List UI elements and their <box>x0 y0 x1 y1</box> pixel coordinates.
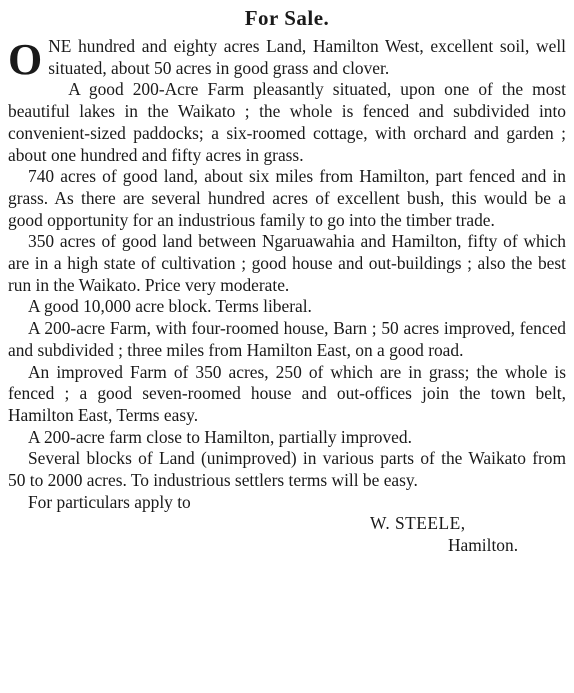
signature-place: Hamilton. <box>448 535 519 556</box>
listing-paragraph: A good 10,000 acre block. Terms liberal. <box>28 296 312 317</box>
drop-cap: O <box>8 35 43 84</box>
intro-text: NE hundred and eighty acres Land, Hamilton West, excellent soil, well situated, about 50 acres in good grass and clover. <box>48 36 566 78</box>
listing-paragraph: 740 acres of good land, about six miles from Hamilton, part fenced and in grass. As there are several hundred acres of excellent bush, this would be a good opportunity for an industrious family to go into the timber trade. <box>8 166 566 230</box>
signature-name: W. STEELE, <box>370 513 466 534</box>
listing-paragraph: A good 200-Acre Farm pleasantly situated, upon one of the most beautiful lakes in the Waikato ; the whole is fenced and subdivided into convenient-sized paddocks; a six-roomed cottage, with orchard and garden ; about one hundred and fifty acres in grass. <box>8 79 566 165</box>
listing-paragraph: Several blocks of Land (unimproved) in various parts of the Waikato from 50 to 2000 acres. To industrious settlers terms will be easy. <box>8 448 566 491</box>
contact-line: For particulars apply to <box>28 491 191 512</box>
signature-block <box>8 513 566 556</box>
ad-title: For Sale. <box>244 6 330 30</box>
listing-paragraph: A 200-acre Farm, with four-roomed house, Barn ; 50 acres improved, fenced and subdivided ; three miles from Hamilton East, on a good road. <box>8 318 566 360</box>
intro-paragraph <box>8 35 566 84</box>
listing-paragraph: 350 acres of good land between Ngaruawahia and Hamilton, fifty of which are in a high state of cultivation ; good house and out-buildings ; also the best run in the Waikato. Price very moderate. <box>8 231 566 295</box>
listing-paragraph: An improved Farm of 350 acres, 250 of which are in grass; the whole is fenced ; a good seven-roomed house and out-offices join the town belt, Hamilton East, Terms easy. <box>8 361 566 425</box>
listing-paragraph: A 200-acre farm close to Hamilton, partially improved. <box>28 426 412 447</box>
